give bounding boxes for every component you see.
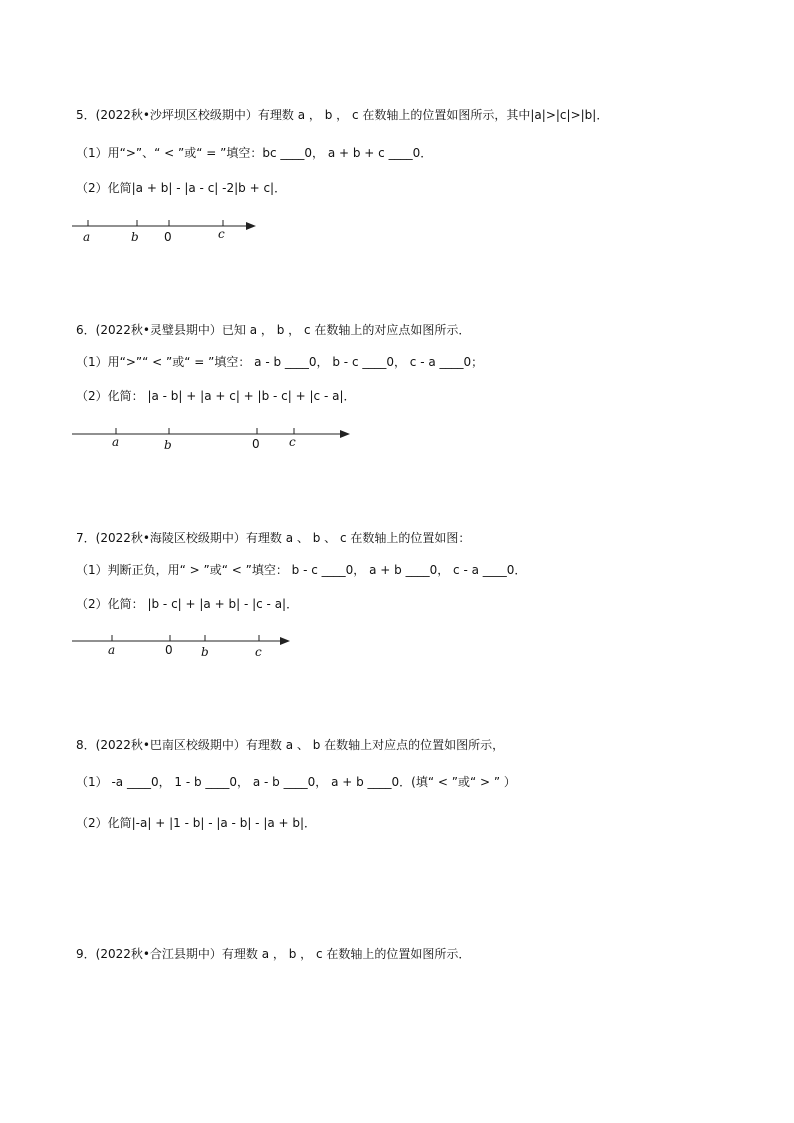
problem-7-part1: （1）判断正负，用“ > ”或“ < ”填空： b - c ____0， a + b ____0， c - a ____0．	[76, 563, 527, 577]
problem-9-title: 9．(2022秋•合江县期中）有理数 a ， b ， c 在数轴上的位置如图所示．	[76, 947, 471, 961]
problem-6-title: 6．(2022秋•灵璧县期中）已知 a ， b ， c 在数轴上的对应点如图所示．	[76, 323, 471, 337]
problem-8-part2: （2）化简|-a| + |1 - b| - |a - b| - |a + b|．	[76, 816, 317, 830]
axis-label-c: c	[289, 435, 296, 449]
problem-7-title: 7．(2022秋•海陵区校级期中）有理数 a 、 b 、 c 在数轴上的位置如图：	[76, 531, 471, 545]
problem-5-title: 5．(2022秋•沙坪坝区校级期中）有理数 a ， b ， c 在数轴上的位置如图所示，其中|a|>|c|>|b|．	[76, 108, 609, 122]
axis-label-0: 0	[165, 643, 173, 657]
problem-7-part2: （2）化简： |b - c| + |a + b| - |c - a|．	[76, 597, 299, 611]
axis-label-0: 0	[164, 230, 172, 244]
axis-label-a: a	[112, 435, 120, 449]
axis-label-a: a	[108, 643, 116, 657]
axis-label-c: c	[255, 645, 262, 659]
axis-label-a: a	[83, 230, 91, 244]
axis-label-b: b	[201, 645, 209, 659]
axis-label-b: b	[164, 438, 172, 452]
problem-7-number-line	[68, 625, 308, 665]
problem-5-part2: （2）化简|a + b| - |a - c| -2|b + c|．	[76, 181, 287, 195]
problem-6-part1: （1）用“>”“ < ”或“ = ”填空： a - b ____0， b - c ____0， c - a ____0；	[76, 355, 484, 369]
problem-5-number-line	[68, 210, 268, 250]
problem-5-part1: （1）用“>”、“ < ”或“ = ”填空：bc ____0， a + b + c ____0．	[76, 146, 433, 160]
problem-6-part2: （2）化简： |a - b| + |a + c| + |b - c| + |c - a|．	[76, 389, 356, 403]
problem-8-part1: （1） -a ____0， 1 - b ____0， a - b ____0， a + b ____0．(填“ < ”或“ > ” ）	[76, 775, 516, 789]
axis-label-b: b	[131, 230, 139, 244]
axis-label-c: c	[218, 227, 225, 241]
axis-label-0: 0	[252, 437, 260, 451]
problem-6-number-line	[68, 418, 368, 458]
problem-8-title: 8．(2022秋•巴南区校级期中）有理数 a 、 b 在数轴上对应点的位置如图所示，	[76, 738, 505, 752]
